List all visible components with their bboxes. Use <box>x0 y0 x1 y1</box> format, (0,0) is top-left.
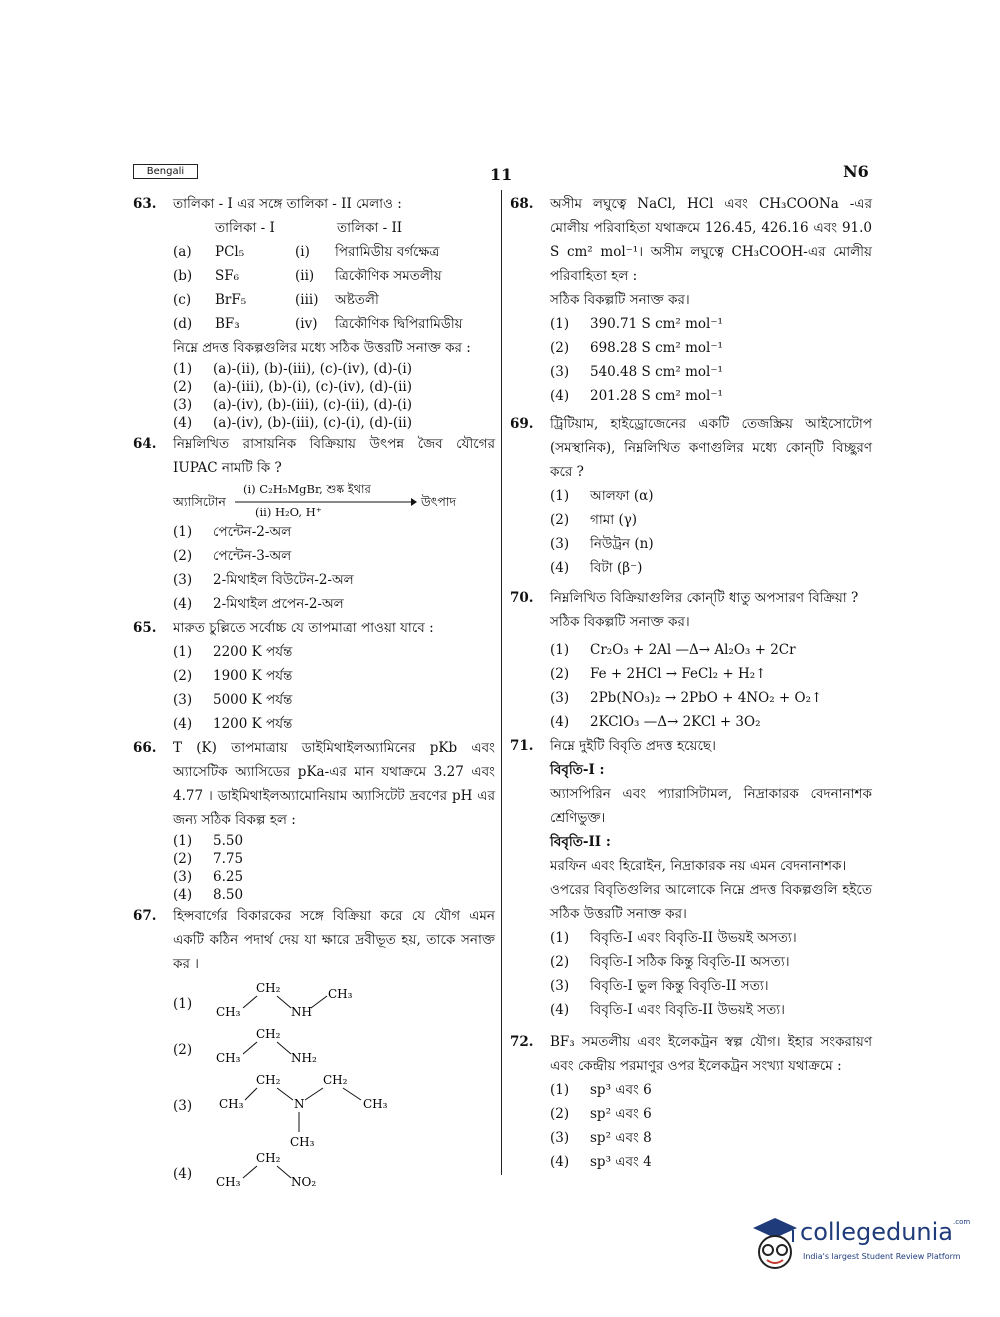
question-number: 66. <box>133 740 157 756</box>
instruction-text: ওপরের বিবৃতিগুলির আলোকে নিম্নে প্রদত্ত বিকল্পগুলি হইতে সঠিক উত্তরটি সনাক্ত কর। <box>550 882 872 922</box>
option-text: Fe + 2HCl → FeCl₂ + H₂↑ <box>590 666 767 682</box>
question-text: হিন্সবার্গের বিকারকের সঙ্গে বিক্রিয়া করে যে যৌগ এমন একটি কঠিন পদার্থ দেয় যা ক্ষারে দ্রবীভূত হয়, তাকে সনাক্ত কর । <box>173 908 495 972</box>
option-2[interactable] <box>173 1026 495 1072</box>
option-text: 390.71 S cm² mol⁻¹ <box>590 316 723 332</box>
instruction-text: সঠিক বিকল্পটি সনাক্ত কর। <box>550 614 690 630</box>
option-text: 5000 K পর্যন্ত <box>213 692 293 708</box>
question-text: অসীম লঘুত্বে NaCl, HCl এবং CH₃COONa -এর মোলীয় পরিবাহিতা যথাক্রমে 126.45, 426.16 এবং 91.0 S cm² mol⁻¹। অসীম লঘুত্বে CH₃COOH-এর মোলীয় পরিবাহিতা হল : <box>550 196 872 284</box>
option-4[interactable] <box>550 1150 872 1174</box>
left-column <box>133 192 495 1196</box>
option-4[interactable] <box>550 384 872 408</box>
option-text: 2-মিথাইল বিউটেন-2-অল <box>213 572 354 588</box>
option-text: sp² এবং 8 <box>590 1130 652 1146</box>
option-label: (1) <box>550 1082 570 1098</box>
nh2-group: NH₂ <box>291 1051 317 1065</box>
question-70 <box>510 586 872 734</box>
option-text: 698.28 S cm² mol⁻¹ <box>590 340 723 356</box>
option-label: (3) <box>173 692 193 708</box>
question-text: নিম্নলিখিত রাসায়নিক বিক্রিয়ায় উৎপন্ন জৈব যৌগের IUPAC নামটি কি ? <box>173 436 495 476</box>
option-text: (a)-(ii), (b)-(iii), (c)-(iv), (d)-(i) <box>213 361 413 377</box>
option-4[interactable] <box>173 592 495 616</box>
mascot-icon <box>745 1210 799 1276</box>
option-1[interactable] <box>550 1078 872 1102</box>
option-3[interactable] <box>173 868 495 886</box>
row-formula: PCl₅ <box>215 244 245 260</box>
question-number: 69. <box>510 416 534 432</box>
option-text: পেন্টেন-3-অল <box>213 548 292 564</box>
option-label: (3) <box>173 869 193 885</box>
option-label: (1) <box>550 488 570 504</box>
option-label: (3) <box>550 536 570 552</box>
option-label: (3) <box>550 1130 570 1146</box>
option-1[interactable] <box>550 926 872 950</box>
option-text: 8.50 <box>213 887 244 903</box>
statement-2-label: বিবৃতি-II : <box>550 834 611 850</box>
question-71 <box>510 734 872 1022</box>
option-label: (4) <box>550 560 570 576</box>
option-label: (1) <box>550 642 570 658</box>
option-label: (3) <box>550 978 570 994</box>
option-2[interactable] <box>550 1102 872 1126</box>
option-3[interactable] <box>550 974 872 998</box>
option-2[interactable] <box>173 544 495 568</box>
question-number: 71. <box>510 738 534 754</box>
structure-tertiary-amine <box>213 1072 413 1150</box>
option-label: (4) <box>550 1154 570 1170</box>
option-label: (3) <box>173 1098 193 1114</box>
question-text: BF₃ সমতলীয় এবং ইলেকট্রন স্বল্প যৌগ। ইহার সংকরায়ণ এবং কেন্দ্রীয় পরমাণুর ওপর ইলেকট্রন সংখ্যা যথাক্রমে : <box>550 1034 872 1074</box>
option-2[interactable] <box>550 336 872 360</box>
option-label: (4) <box>173 887 193 903</box>
question-number: 68. <box>510 196 534 212</box>
option-label: (4) <box>550 1002 570 1018</box>
ch2-group: CH₂ <box>256 981 281 995</box>
option-2[interactable] <box>173 378 495 396</box>
option-label: (4) <box>173 716 193 732</box>
option-text: বিবৃতি-I এবং বিবৃতি-II উভয়ই অসত্য। <box>590 930 797 946</box>
option-text: (a)-(iv), (b)-(iii), (c)-(ii), (d)-(i) <box>213 397 413 413</box>
option-4[interactable] <box>550 710 872 734</box>
option-2[interactable] <box>550 662 872 686</box>
option-text: বিবৃতি-I ভুল কিন্তু বিবৃতি-II সত্য। <box>590 978 769 994</box>
option-label: (4) <box>550 714 570 730</box>
ch2-group: CH₂ <box>256 1151 281 1165</box>
language-label: Bengali <box>133 164 198 179</box>
question-number: 63. <box>133 196 157 212</box>
option-4[interactable] <box>173 414 495 432</box>
statement-1-label: বিবৃতি-I : <box>550 762 605 778</box>
column-divider <box>501 190 502 1175</box>
question-63 <box>133 192 495 432</box>
reagent-below: (ii) H₂O, H⁺ <box>255 505 322 519</box>
option-text: sp³ এবং 4 <box>590 1154 652 1170</box>
option-text: sp³ এবং 6 <box>590 1082 652 1098</box>
ch2-group: CH₂ <box>323 1073 348 1087</box>
option-3[interactable] <box>173 396 495 414</box>
question-66 <box>133 736 495 904</box>
ch3-group: CH₃ <box>328 987 353 1001</box>
instruction-text: নিম্নে প্রদত্ত বিকল্পগুলির মধ্যে সঠিক উত্তরটি সনাক্ত কর : <box>173 340 471 356</box>
option-3[interactable] <box>550 532 872 556</box>
question-number: 64. <box>133 436 157 452</box>
option-text: 540.48 S cm² mol⁻¹ <box>590 364 723 380</box>
question-text: নিম্নলিখিত বিক্রিয়াগুলির কোন্‌টি ধাতু অপসারণ বিক্রিয়া ? <box>550 590 859 606</box>
right-column <box>510 192 872 1174</box>
option-label: (1) <box>550 930 570 946</box>
match-header <box>173 216 495 240</box>
option-3[interactable] <box>550 360 872 384</box>
match-row <box>173 264 495 288</box>
row-shape: অষ্টতলী <box>335 292 379 308</box>
option-label: (2) <box>173 1042 193 1058</box>
row-label: (d) <box>173 316 193 332</box>
ch3-group: CH₃ <box>216 1051 241 1065</box>
option-label: (1) <box>173 361 193 377</box>
option-text: 5.50 <box>213 833 244 849</box>
row-formula: BrF₅ <box>215 292 247 308</box>
option-label: (1) <box>173 996 193 1012</box>
option-4[interactable] <box>173 712 495 736</box>
option-3[interactable] <box>550 1126 872 1150</box>
ch3-group: CH₃ <box>216 1005 241 1019</box>
instruction-text: সঠিক বিকল্পটি সনাক্ত কর। <box>550 292 690 308</box>
option-text: 1200 K পর্যন্ত <box>213 716 293 732</box>
option-4[interactable] <box>550 556 872 580</box>
reagent-above: (i) C₂H₅MgBr, শুষ্ক ইথার <box>243 482 371 496</box>
no2-group: NO₂ <box>291 1175 317 1189</box>
option-text: বিবৃতি-I এবং বিবৃতি-II উভয়ই সত্য। <box>590 1002 785 1018</box>
option-text: বিবৃতি-I সঠিক কিন্তু বিবৃতি-II অসত্য। <box>590 954 790 970</box>
option-label: (4) <box>550 388 570 404</box>
match-row <box>173 240 495 264</box>
list-2-heading: তালিকা - II <box>337 220 403 236</box>
row-label: (c) <box>173 292 192 308</box>
ch3-group: CH₃ <box>290 1135 315 1149</box>
question-68 <box>510 192 872 408</box>
nh-group: NH <box>291 1005 312 1019</box>
logo-suffix: .com <box>953 1218 971 1226</box>
match-row <box>173 288 495 312</box>
question-72 <box>510 1030 872 1174</box>
question-number: 70. <box>510 590 534 606</box>
option-text: 1900 K পর্যন্ত <box>213 668 293 684</box>
option-3[interactable] <box>550 686 872 710</box>
option-text: (a)-(iii), (b)-(i), (c)-(iv), (d)-(ii) <box>213 379 413 395</box>
option-label: (3) <box>550 690 570 706</box>
option-label: (1) <box>173 524 193 540</box>
option-text: আলফা (α) <box>590 488 654 504</box>
option-label: (1) <box>173 644 193 660</box>
question-65 <box>133 616 495 736</box>
option-label: (3) <box>550 364 570 380</box>
option-text: গামা (γ) <box>590 512 638 528</box>
option-4[interactable] <box>173 1150 495 1196</box>
option-1[interactable] <box>550 484 872 508</box>
option-1[interactable] <box>173 640 495 664</box>
ch2-group: CH₂ <box>256 1073 281 1087</box>
option-1[interactable] <box>173 360 495 378</box>
option-label: (2) <box>173 851 193 867</box>
option-label: (1) <box>550 316 570 332</box>
option-1[interactable] <box>173 980 495 1026</box>
option-label: (2) <box>550 666 570 682</box>
question-text: T (K) তাপমাত্রায় ডাইমিথাইলঅ্যামিনের pKb এবং অ্যাসেটিক অ্যাসিডের pKa-এর মান যথাক্রমে 3.27 এবং 4.77 । ডাইমিথাইলঅ্যামোনিয়াম অ্যাসিটেট দ্রবণের pH এর জন্য সঠিক বিকল্প হল : <box>173 740 495 828</box>
question-number: 72. <box>510 1034 534 1050</box>
option-3[interactable] <box>173 568 495 592</box>
option-label: (3) <box>173 397 193 413</box>
question-text: মারুত চুল্লিতে সর্বোচ্চ যে তাপমাত্রা পাওয়া যাবে : <box>173 620 434 636</box>
option-text: 7.75 <box>213 851 244 867</box>
option-text: 2200 K পর্যন্ত <box>213 644 293 660</box>
question-69 <box>510 412 872 580</box>
option-label: (4) <box>173 415 193 431</box>
ch3-group: CH₃ <box>216 1175 241 1189</box>
reaction-scheme <box>173 480 495 520</box>
row-shape: ত্রিকৌণিক দ্বিপিরামিডীয় <box>335 316 463 332</box>
page-number: 11 <box>490 165 513 184</box>
option-1[interactable] <box>173 520 495 544</box>
question-67 <box>133 904 495 1196</box>
question-number: 67. <box>133 908 157 924</box>
option-4[interactable] <box>173 886 495 904</box>
statement-2-text: মরফিন এবং হিরোইন, নিদ্রাকারক নয় এমন বেদনানাশক। <box>550 858 847 874</box>
option-2[interactable] <box>550 508 872 532</box>
option-2[interactable] <box>173 664 495 688</box>
option-label: (4) <box>173 1166 193 1182</box>
option-1[interactable] <box>173 832 495 850</box>
option-label: (2) <box>550 340 570 356</box>
option-3[interactable] <box>173 1072 495 1150</box>
option-text: 2KClO₃ —Δ→ 2KCl + 3O₂ <box>590 714 761 730</box>
option-label: (2) <box>173 668 193 684</box>
option-text: (a)-(iv), (b)-(iii), (c)-(i), (d)-(ii) <box>213 415 413 431</box>
option-label: (2) <box>173 379 193 395</box>
structure-nitroethane <box>213 1150 393 1196</box>
option-text: Cr₂O₃ + 2Al —Δ→ Al₂O₃ + 2Cr <box>590 642 796 658</box>
option-label: (4) <box>173 596 193 612</box>
question-text: নিম্নে দুইটি বিবৃতি প্রদত্ত হয়েছে। <box>550 738 716 754</box>
ch2-group: CH₂ <box>256 1027 281 1041</box>
option-text: 2Pb(NO₃)₂ → 2PbO + 4NO₂ + O₂↑ <box>590 690 823 706</box>
structure-ethylamine <box>213 1026 393 1072</box>
option-text: 6.25 <box>213 869 244 885</box>
ch3-group: CH₃ <box>219 1097 244 1111</box>
option-text: বিটা (β⁻) <box>590 560 643 576</box>
option-label: (3) <box>173 572 193 588</box>
option-label: (1) <box>173 833 193 849</box>
row-label: (b) <box>173 268 193 284</box>
match-row <box>173 312 495 336</box>
question-64 <box>133 432 495 616</box>
question-text: তালিকা - I এর সঙ্গে তালিকা - II মেলাও : <box>173 196 402 212</box>
row-formula: SF₆ <box>215 268 240 284</box>
option-text: 2-মিথাইল প্রপেন-2-অল <box>213 596 344 612</box>
reactant: অ্যাসিটোন <box>173 494 226 509</box>
statement-1-text: অ্যাসপিরিন এবং প্যারাসিটামল, নিদ্রাকারক বেদনানাশক শ্রেণিভুক্ত। <box>550 786 872 826</box>
row-shape: ত্রিকৌণিক সমতলীয় <box>335 268 442 284</box>
row-formula: BF₃ <box>215 316 240 332</box>
booklet-code: N6 <box>843 162 869 181</box>
structure-dimethylamine <box>213 980 393 1026</box>
option-text: sp² এবং 6 <box>590 1106 652 1122</box>
question-text: ট্রিটিয়াম, হাইড্রোজেনের একটি তেজস্ক্রিয় আইসোটোপ (সমস্থানিক), নিম্নলিখিত কণাগুলির মধ্যে কোন্‌টি বিচ্ছুরণ করে ? <box>550 416 872 480</box>
row-roman: (i) <box>295 244 310 260</box>
list-1-heading: তালিকা - I <box>215 220 275 236</box>
option-1[interactable] <box>550 638 872 662</box>
row-roman: (iv) <box>295 316 318 332</box>
option-3[interactable] <box>173 688 495 712</box>
question-number: 65. <box>133 620 157 636</box>
n-atom: N <box>294 1097 305 1111</box>
option-text: নিউট্রন (n) <box>590 536 654 552</box>
collegedunia-logo <box>745 1210 971 1276</box>
option-label: (2) <box>550 512 570 528</box>
product: উৎপাদ <box>421 494 457 509</box>
option-label: (2) <box>550 1106 570 1122</box>
logo-tagline: India's largest Student Review Platform <box>803 1252 961 1261</box>
ch3-group: CH₃ <box>363 1097 388 1111</box>
option-4[interactable] <box>550 998 872 1022</box>
row-roman: (iii) <box>295 292 319 308</box>
logo-name: collegedunia <box>800 1218 954 1246</box>
option-label: (2) <box>173 548 193 564</box>
option-text: পেন্টেন-2-অল <box>213 524 292 540</box>
option-label: (2) <box>550 954 570 970</box>
option-1[interactable] <box>550 312 872 336</box>
option-2[interactable] <box>173 850 495 868</box>
option-text: 201.28 S cm² mol⁻¹ <box>590 388 723 404</box>
row-shape: পিরামিডীয় বর্গক্ষেত্র <box>335 244 440 260</box>
row-roman: (ii) <box>295 268 315 284</box>
row-label: (a) <box>173 244 192 260</box>
option-2[interactable] <box>550 950 872 974</box>
